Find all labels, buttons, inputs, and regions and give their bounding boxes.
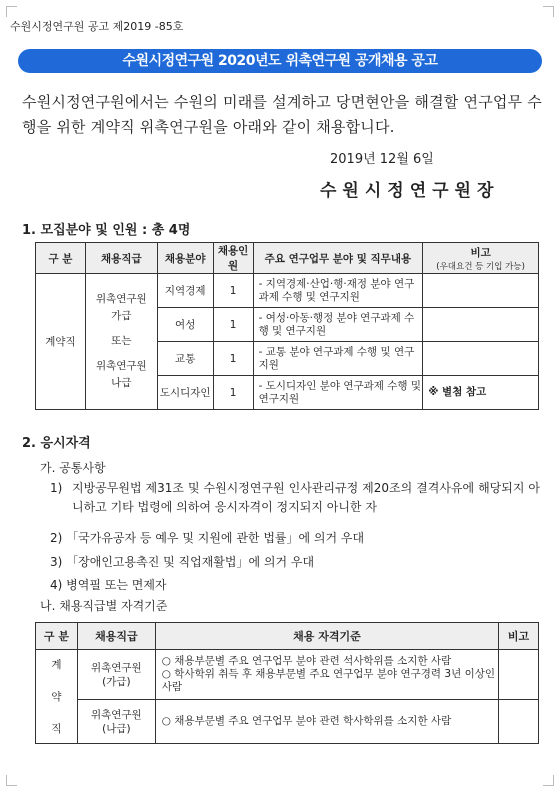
criteria-table [35,622,539,744]
banner-title: 수원시정연구원 2020년도 위촉연구원 공개채용 공고 [18,49,542,73]
organization-name: 수원시정연구원장 [320,181,500,201]
grade-line: 가급 [111,310,132,322]
grade-cell [85,274,157,410]
table-header-row [36,243,539,274]
note-cell [423,342,539,376]
table-row [36,274,539,308]
criteria-cell [155,650,498,700]
category-cell [36,650,78,744]
grade-line: 위촉연구원 [95,293,147,305]
announcement-date: 2019년 12월 6일 [330,152,434,167]
crop-mark-top-left [6,6,17,17]
item-text: 병역필 또는 면제자 [66,578,167,592]
grade-line: 위촉연구원 [90,661,142,674]
criteria-line: ○ 채용부문별 주요 연구업무 분야 관련 학사학위를 소지한 사람 [161,715,452,727]
table-row [36,700,539,744]
intro-paragraph: 수원시정연구원에서는 수원의 미래를 설계하고 당면현안을 해결할 연구업무 수행을 위한 계약직 위촉연구원을 아래와 같이 채용합니다. [22,93,542,136]
note-cell [423,308,539,342]
grade-cell [77,700,155,744]
category-char: 직 [51,722,62,735]
recruitment-table [35,242,539,410]
grade-line: 나급 [111,377,132,389]
duty-cell: - 도시디자인 분야 연구과제 수행 및 연구지원 [253,376,423,410]
header-count: 채용인원 [213,243,253,274]
field-cell: 교통 [157,342,213,376]
item-text: 지방공무원법 제31조 및 수원시정연구원 인사관리규정 제20조의 결격사유에 해당되지 아니하고 기타 법령에 의하여 응시자격이 정지되지 아니한 자 [72,481,540,514]
note-cell [423,274,539,308]
count-cell: 1 [213,376,253,410]
subsection-common: 가. 공통사항 [40,461,106,475]
item-number: 1) [50,481,63,495]
field-cell: 지역경제 [157,274,213,308]
header-note-label: 비고 [470,246,491,259]
header-category: 구 분 [36,623,78,650]
item-text: 「국가유공자 등 예우 및 지원에 관한 법률」에 의거 우대 [66,531,365,545]
grade-line: (나급) [102,722,131,735]
list-item [50,553,314,572]
header-criteria: 채용 자격기준 [155,623,498,650]
item-number: 3) [50,555,63,569]
grade-line: 또는 [111,335,132,347]
criteria-cell [155,700,498,744]
category-cell: 계약직 [36,274,86,410]
note-cell [499,700,539,744]
subsection-criteria: 나. 채용직급별 자격기준 [40,599,168,613]
doc-number: 수원시정연구원 공고 제2019 -85호 [10,20,184,33]
note-cell: ※ 별첨 참고 [423,376,539,410]
field-cell: 도시디자인 [157,376,213,410]
section2-heading: 2. 응시자격 [22,436,91,451]
duty-cell: - 교통 분야 연구과제 수행 및 연구지원 [253,342,423,376]
category-char: 약 [51,690,62,703]
grade-line: 위촉연구원 [90,708,142,721]
table-header-row [36,623,539,650]
header-note: 비고 [499,623,539,650]
count-cell: 1 [213,274,253,308]
header-category: 구 분 [36,243,86,274]
item-number: 4) [50,578,63,592]
list-item [50,529,364,548]
header-note-sub: (우대요건 등 기입 가능) [436,261,525,272]
grade-line: 위촉연구원 [95,360,147,372]
header-note [423,243,539,274]
item-text: 「장애인고용촉진 및 직업재활법」에 의거 우대 [66,555,315,569]
count-cell: 1 [213,342,253,376]
header-duty: 주요 연구업무 분야 및 직무내용 [253,243,423,274]
count-cell: 1 [213,308,253,342]
table-row [36,650,539,700]
list-item [50,576,167,595]
duty-cell: - 지역경제·산업·행·재정 분야 연구과제 수행 및 연구지원 [253,274,423,308]
header-field: 채용분야 [157,243,213,274]
duty-cell: - 여성·아동·행정 분야 연구과제 수행 및 연구지원 [253,308,423,342]
criteria-line: ○ 학사학위 취득 후 채용부문별 주요 연구업무 분야 연구경력 3년 이상인 사람 [161,668,496,693]
crop-mark-bottom-left [6,775,17,786]
grade-line: (가급) [102,675,131,688]
section1-heading: 1. 모집분야 및 인원 : 총 4명 [22,223,191,238]
note-cell [499,650,539,700]
category-char: 계 [51,658,62,671]
crop-mark-top-right [543,6,554,17]
crop-mark-bottom-right [543,775,554,786]
grade-cell [77,650,155,700]
field-cell: 여성 [157,308,213,342]
header-grade: 채용직급 [85,243,157,274]
header-grade: 채용직급 [77,623,155,650]
item-number: 2) [50,531,63,545]
criteria-line: ○ 채용부문별 주요 연구업무 분야 관련 석사학위를 소지한 사람 [161,655,452,667]
list-item [50,479,540,517]
